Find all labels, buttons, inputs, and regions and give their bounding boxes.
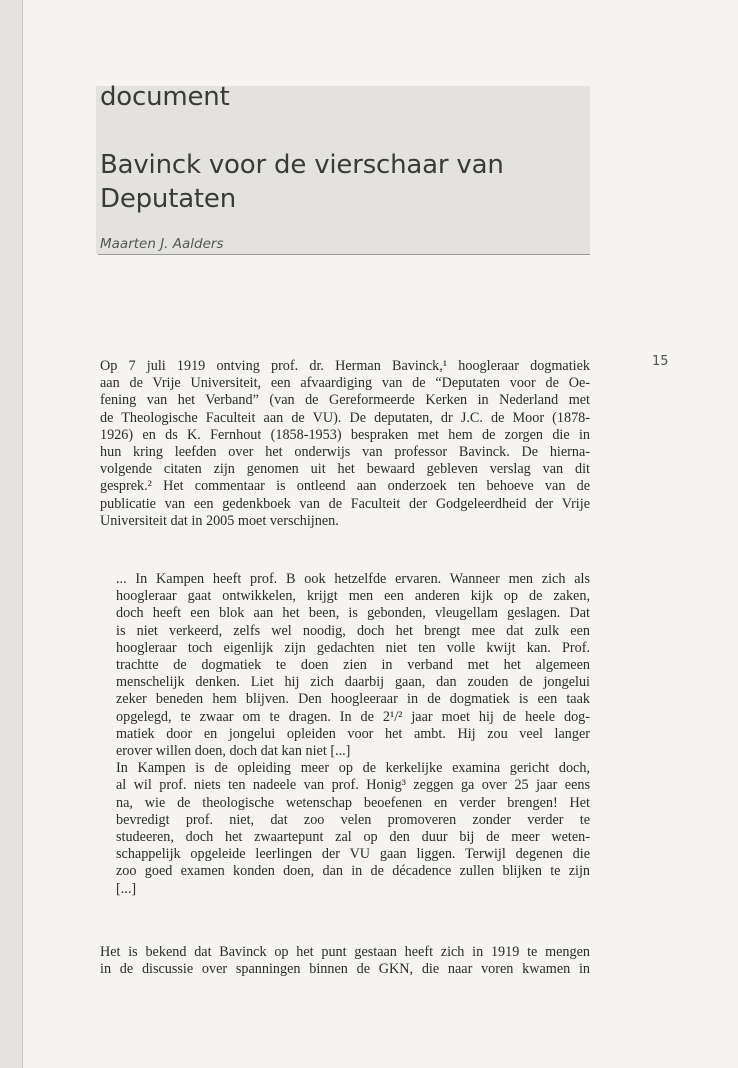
quote-line: hoogleraar gaat ontwikkelen, krijgt men een anderen kijk op de zaken,: [116, 588, 590, 605]
quote-line: doch heeft een blok aan het been, is gebonden, vleugellam geslagen. Dat: [116, 605, 590, 622]
quote-line: is niet verkeerd, zelfs wel noodig, doch het brengt mee dat zulk een: [116, 622, 590, 639]
text-line: volgende citaten zijn genomen uit het bewaard gebleven verslag van dit: [100, 461, 590, 478]
intro-paragraph: [100, 358, 590, 530]
text-line: de Theologische Faculteit aan de VU). De deputaten, dr J.C. de Moor (1878-: [100, 409, 590, 426]
quote-line: opgelegd, te zwaar om te dragen. In de 2¹/² jaar moet hij de heele dog-: [116, 708, 590, 725]
quote-line: al wil prof. niets ten nadeele van prof. Honig³ zeggen ga over 25 jaar eens: [116, 777, 590, 794]
text-line: 1926) en ds K. Fernhout (1858-1953) bespraken met hem de zorgen die in: [100, 426, 590, 443]
quote-line: menschelijk denken. Liet hij zich daarbij gaan, dan zouden de jongelui: [116, 674, 590, 691]
page-number: 15: [652, 354, 669, 369]
quote-line: [...]: [116, 880, 137, 897]
text-line: aan de Vrije Universiteit, een afvaardiging van de “Deputaten voor de Oe-: [100, 375, 590, 392]
page-edge: [22, 0, 23, 1068]
text-line: Het is bekend dat Bavinck op het punt gestaan heeft zich in 1919 te mengen: [100, 944, 590, 960]
text-line: gesprek.² Het commentaar is ontleend aan onderzoek ten behoeve van de: [100, 478, 590, 495]
quote-line: erover willen doen, doch dat kan niet [...]: [116, 743, 351, 760]
quote-line: matiek door en jongelui opleiden voor het ambt. Hij zou veel langer: [116, 725, 590, 742]
quote-line: studeeren, doch het zwaartepunt zal op den duur bij de meer weten-: [116, 829, 590, 846]
quote-line: In Kampen is de opleiding meer op de kerkelijke examina gericht doch,: [116, 760, 590, 777]
block-quote: [116, 571, 590, 898]
quote-line: zeker beneden hem blijven. Den hoogleeraar in de dogmatiek is een taak: [116, 691, 590, 708]
quote-line: na, wie de theologische wetenschap beoefenen en verder brengen! Het: [116, 794, 590, 811]
quote-line: hoogleraar toch eigenlijk zijn gedachten niet ten volle kwijt kan. Prof.: [116, 639, 590, 656]
text-line: in de discussie over spanningen binnen de GKN, die naar voren kwamen in: [100, 961, 590, 978]
closing-paragraph: [100, 944, 590, 978]
quote-line: bevredigt prof. niet, dat zoo velen promoveren zonder verder te: [116, 811, 590, 828]
header-rule: [98, 254, 590, 255]
text-line: hun kring leefden over het onderwijs van professor Bavinck. De hierna-: [100, 444, 590, 461]
text-line: Op 7 juli 1919 ontving prof. dr. Herman Bavinck,¹ hoogleraar dogmatiek: [100, 358, 590, 374]
quote-line: ... In Kampen heeft prof. B ook hetzelfde ervaren. Wanneer men zich als: [116, 571, 590, 587]
quote-line: zoo goed examen konden doen, dan in de décadence zullen blijken te zijn: [116, 863, 590, 880]
text-line: Universiteit dat in 2005 moet verschijnen.: [100, 512, 339, 529]
text-line: publicatie van een gedenkboek van de Faculteit der Godgeleerdheid der Vrije: [100, 495, 590, 512]
text-line: fening van het Verband” (van de Gereformeerde Kerken in Nederland met: [100, 392, 590, 409]
quote-line: trachtte de dogmatiek te doen zien in verband met het algemeen: [116, 657, 590, 674]
quote-line: schappelijk opgeleide leerlingen der VU gaan liggen. Terwijl degenen die: [116, 846, 590, 863]
author-name: Maarten J. Aalders: [100, 236, 224, 252]
section-label: document: [100, 82, 230, 112]
article-title: Bavinck voor de vierschaar van Deputaten: [100, 150, 504, 214]
